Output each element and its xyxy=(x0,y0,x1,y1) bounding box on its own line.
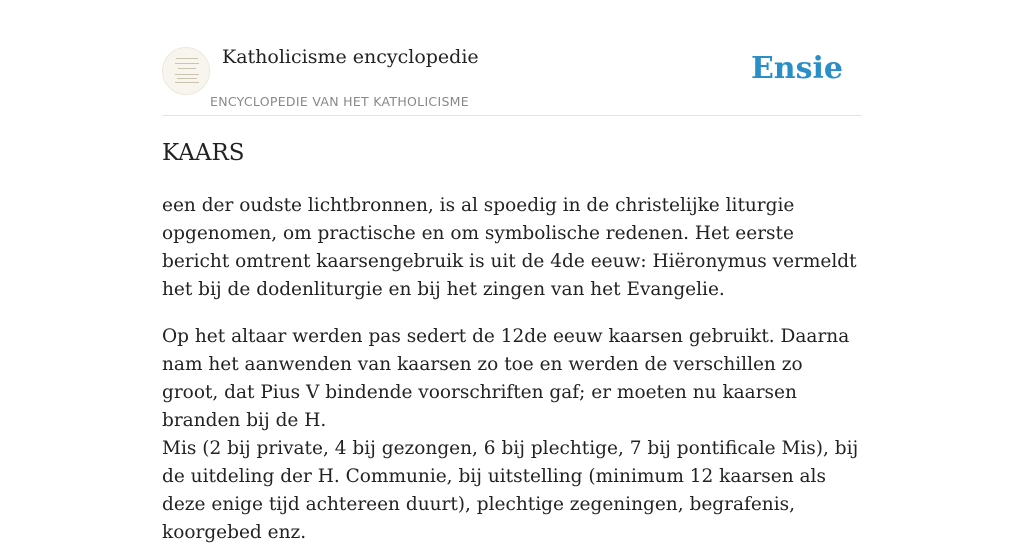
site-subtitle: ENCYCLOPEDIE VAN HET KATHOLICISME xyxy=(210,94,469,109)
article-paragraph-2: Op het altaar werden pas sedert de 12de eeuw kaarsen gebruikt. Daarna nam het aanwenden van kaarsen zo toe en werden de verschillen zo groot, dat Pius V bindende voorschriften gaf; er moeten nu kaarsen branden bij de H. xyxy=(162,326,850,431)
ensie-brand-link[interactable]: Ensie xyxy=(750,51,843,86)
article-paragraph-3: Mis (2 bij private, 4 bij gezongen, 6 bij plechtige, 7 bij pontificale Mis), bij de uitdeling der H. Communie, bij uitstelling (minimum 12 kaarsen als deze enige tijd achtereen duurt), plechtige zegeningen, begrafenis, koorgebed enz. xyxy=(162,438,859,543)
site-title-link[interactable]: Katholicisme encyclopedie xyxy=(222,46,479,68)
article-paragraph-1: een der oudste lichtbronnen, is al spoedig in de christelijke liturgie opgenomen, om practische en om symbolische redenen. Het eerste bericht omtrent kaarsengebruik is uit de 4de eeuw: Hiëronymus vermeldt het bij de dodenliturgie en bij het zingen van het Evangelie. xyxy=(162,195,857,300)
article-title: KAARS xyxy=(162,140,245,166)
site-logo-icon[interactable] xyxy=(162,47,210,95)
page xyxy=(162,0,862,543)
site-header xyxy=(162,0,862,116)
